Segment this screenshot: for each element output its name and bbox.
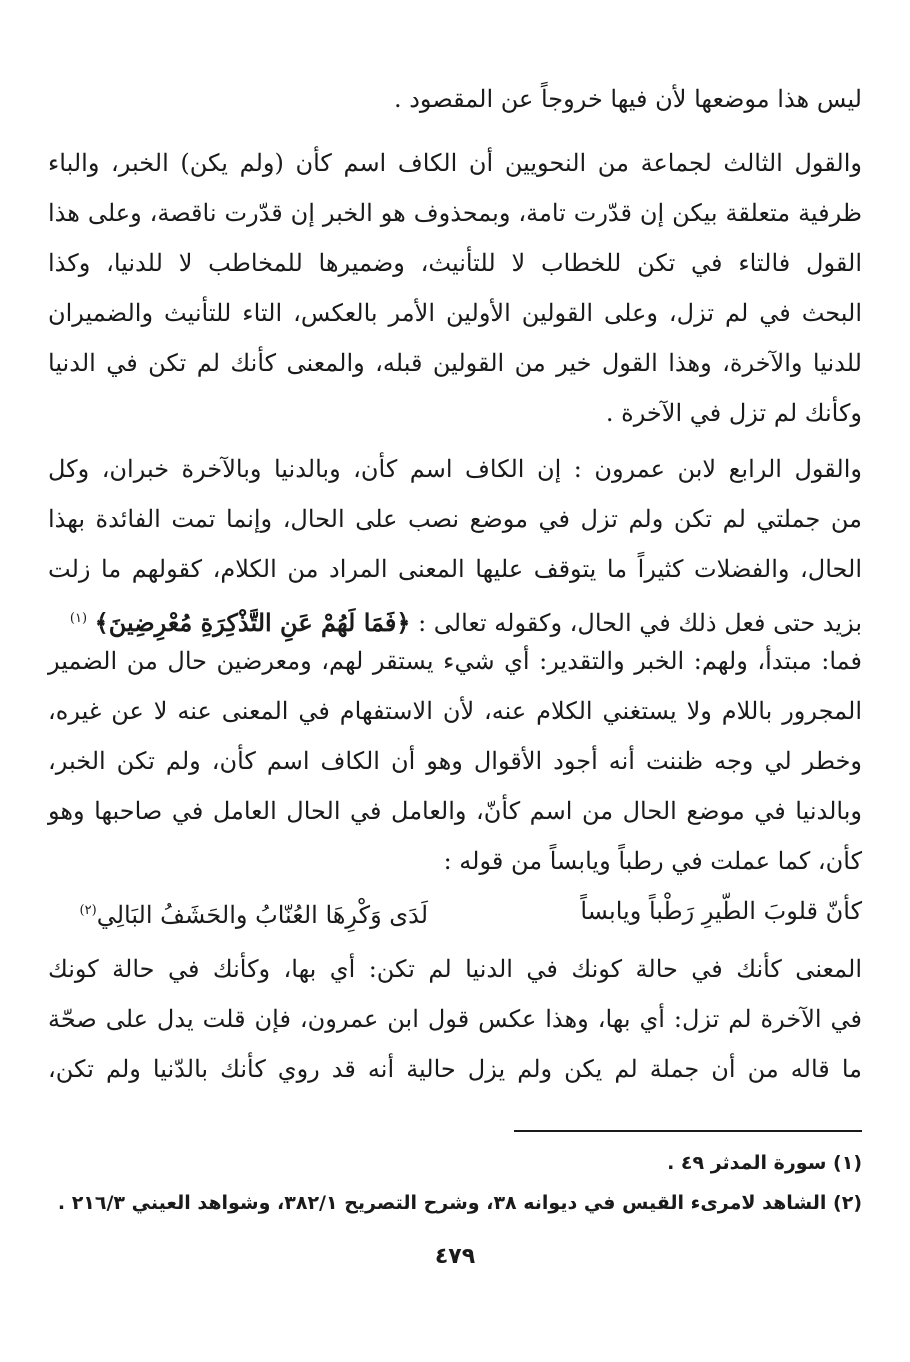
footnote: (١) سورة المدثر ٤٩ . — [667, 1152, 862, 1174]
text-line: القول فالتاء في تكن للخطاب لا للتأنيث، وضميرها للمخاطب لا للدنيا، وكذا — [48, 249, 862, 277]
text-line: وبالدنيا في موضع الحال من اسم كأنّ، والعامل في الحال العامل في صاحبها وهو — [48, 797, 862, 825]
text-line: ظرفية متعلقة بيكن إن قدّرت تامة، وبمحذوف هو الخبر إن قدّرت ناقصة، وعلى هذا — [48, 199, 862, 227]
verse-second-hemistich — [80, 886, 428, 940]
quran-verse: ﴿فَمَا لَهُمْ عَنِ التَّذْكِرَةِ مُعْرِضِينَ﴾ — [94, 608, 411, 637]
text-line: وكأنك لم تزل في الآخرة . — [605, 399, 862, 427]
text-segment: بزيد حتى فعل ذلك في الحال، وكقوله تعالى : — [418, 609, 862, 637]
verse-first-hemistich: كأنّ قلوبَ الطّيرِ رَطْباً ويابساً — [580, 897, 862, 925]
text-line: البحث في لم تزل، وعلى القولين الأولين الأمر بالعكس، التاء للتأنيث والضميران — [48, 299, 862, 327]
page-number: ٤٧٩ — [434, 1244, 476, 1269]
text-line: فما: مبتدأ، ولهم: الخبر والتقدير: أي شيء يستقر لهم، ومعرضين حال من الضمير — [48, 647, 862, 675]
footnote-separator — [514, 1130, 862, 1132]
text-line: المجرور باللام ولا يستغني الكلام عنه، لأن الاستفهام في المعنى عنه لا عن غيره، — [48, 697, 862, 725]
text-line: من جملتي لم تكن ولم تزل في موضع نصب على الحال، وإنما تمت الفائدة بهذا — [48, 505, 862, 533]
text-line: للدنيا والآخرة، وهذا القول خير من القولين قبله، والمعنى كأنك لم تكن في الدنيا — [48, 349, 862, 377]
text-line: كأن، كما عملت في رطباً ويابساً من قوله : — [443, 847, 862, 875]
text-line: ما قاله من أن جملة لم يكن ولم يزل حالية أنه قد روي كأنك بالدّنيا ولم تكن، — [48, 1055, 862, 1083]
text-line: وخطر لي وجه ظننت أنه أجود الأقوال وهو أن الكاف اسم كأن، ولم تكن الخبر، — [48, 747, 862, 775]
text-line: المعنى كأنك في حالة كونك في الدنيا لم تكن: أي بها، وكأنك في حالة كونك — [48, 955, 862, 983]
footnote-marker: (١) — [69, 611, 88, 626]
verse-second-hemistich-text: لَدَى وَكْرِهَا العُنّابُ والحَشَفُ البَالِي — [96, 901, 428, 929]
text-line: ليس هذا موضعها لأن فيها خروجاً عن المقصود . — [393, 85, 862, 113]
text-line: الحال، والفضلات كثيراً ما يتوقف عليها المعنى المراد من الكلام، كقولهم ما زلت — [48, 555, 862, 583]
text-line: والقول الثالث لجماعة من النحويين أن الكاف اسم كأن (ولم يكن) الخبر، والباء — [48, 149, 862, 177]
text-line: في الآخرة لم تزل: أي بها، وهذا عكس قول ابن عمرون، فإن قلت يدل على صحّة — [48, 1005, 862, 1033]
footnote-marker: (٢) — [79, 903, 97, 918]
text-line: والقول الرابع لابن عمرون : إن الكاف اسم كأن، وبالدنيا وبالآخرة خبران، وكل — [48, 455, 862, 483]
footnote: (٢) الشاهد لامرىء القيس في ديوانه ٣٨، وشرح التصريح ٣٨٢/١، وشواهد العيني ٢١٦/٣ . — [57, 1192, 862, 1214]
